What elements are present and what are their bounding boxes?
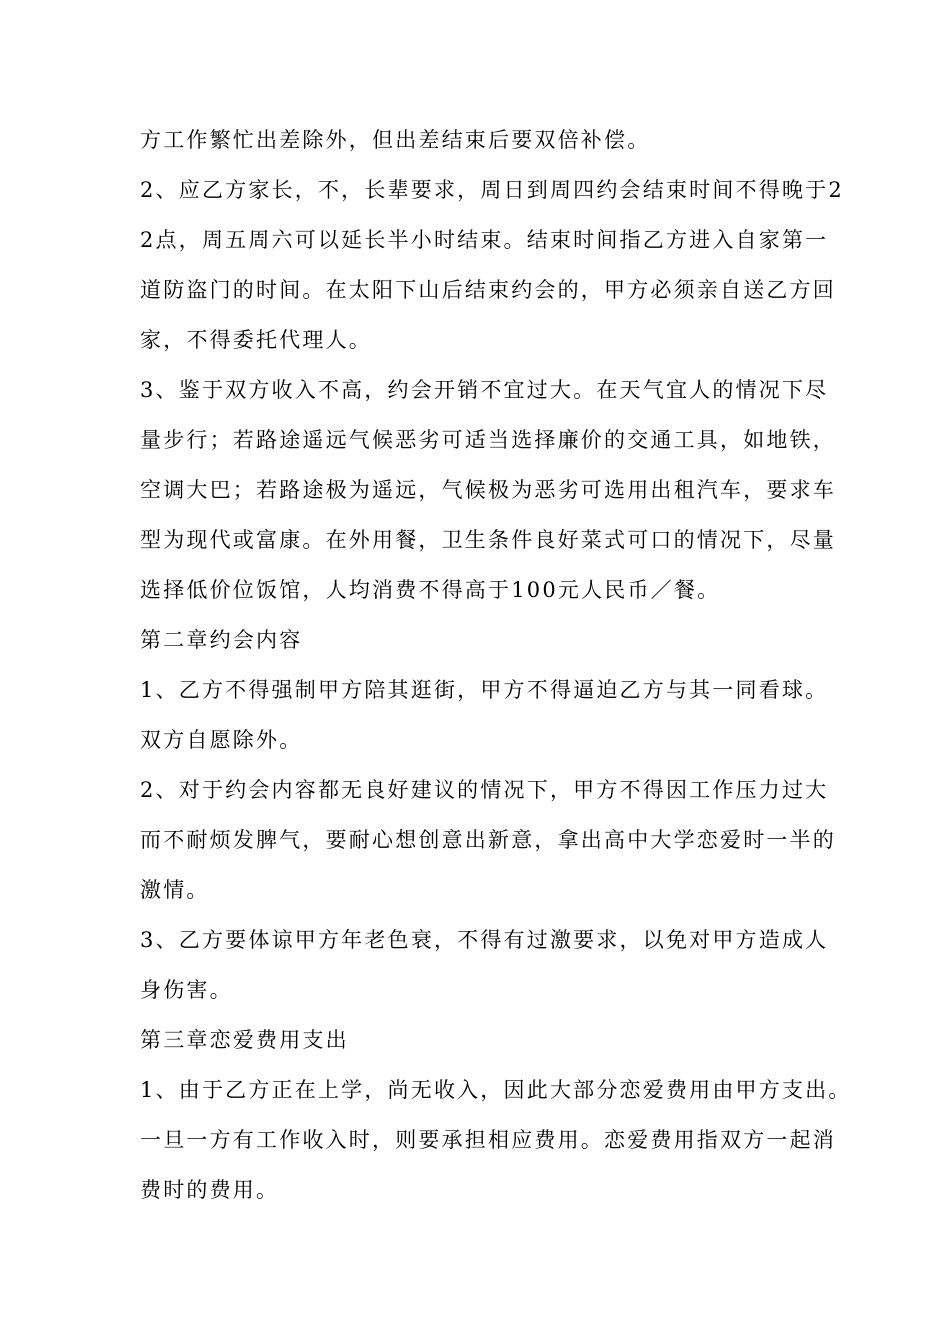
text-line: 2点，周五周六可以延长半小时结束。结束时间指乙方进入自家第一: [140, 228, 829, 252]
text-line: 1、由于乙方正在上学，尚无收入，因此大部分恋爱费用由甲方支出。: [140, 1078, 852, 1102]
chapter-heading: 第三章恋爱费用支出: [140, 1028, 349, 1052]
text-line: 一旦一方有工作收入时，则要承担相应费用。恋爱费用指双方一起消: [140, 1128, 836, 1152]
text-line: 3、鉴于双方收入不高，约会开销不宜过大。在天气宜人的情况下尽: [140, 378, 829, 402]
text-line: 费时的费用。: [140, 1178, 280, 1202]
text-line: 量步行；若路途遥远气候恶劣可适当选择廉价的交通工具，如地铁，: [140, 428, 836, 452]
text-line: 2、应乙方家长，不，长辈要求，周日到周四约会结束时间不得晚于2: [140, 178, 844, 202]
text-line: 选择低价位饭馆，人均消费不得高于100元人民币／餐。: [140, 578, 721, 602]
text-line: 道防盗门的时间。在太阳下山后结束约会的，甲方必须亲自送乙方回: [140, 278, 836, 302]
text-line: 而不耐烦发脾气，要耐心想创意出新意，拿出高中大学恋爱时一半的: [140, 828, 836, 852]
text-line: 型为现代或富康。在外用餐，卫生条件良好菜式可口的情况下，尽量: [140, 528, 836, 552]
text-line: 激情。: [140, 878, 210, 902]
text-line: 3、乙方要体谅甲方年老色衰，不得有过激要求，以免对甲方造成人: [140, 928, 829, 952]
text-line: 空调大巴；若路途极为遥远，气候极为恶劣可选用出租汽车，要求车: [140, 478, 836, 502]
text-line: 方工作繁忙出差除外，但出差结束后要双倍补偿。: [140, 128, 651, 152]
text-line: 2、对于约会内容都无良好建议的情况下，甲方不得因工作压力过大: [140, 778, 829, 802]
text-line: 双方自愿除外。: [140, 728, 303, 752]
text-line: 身伤害。: [140, 978, 233, 1002]
chapter-heading: 第二章约会内容: [140, 628, 303, 652]
text-line: 1、乙方不得强制甲方陪其逛街，甲方不得逼迫乙方与其一同看球。: [140, 678, 829, 702]
text-line: 家，不得委托代理人。: [140, 328, 372, 352]
